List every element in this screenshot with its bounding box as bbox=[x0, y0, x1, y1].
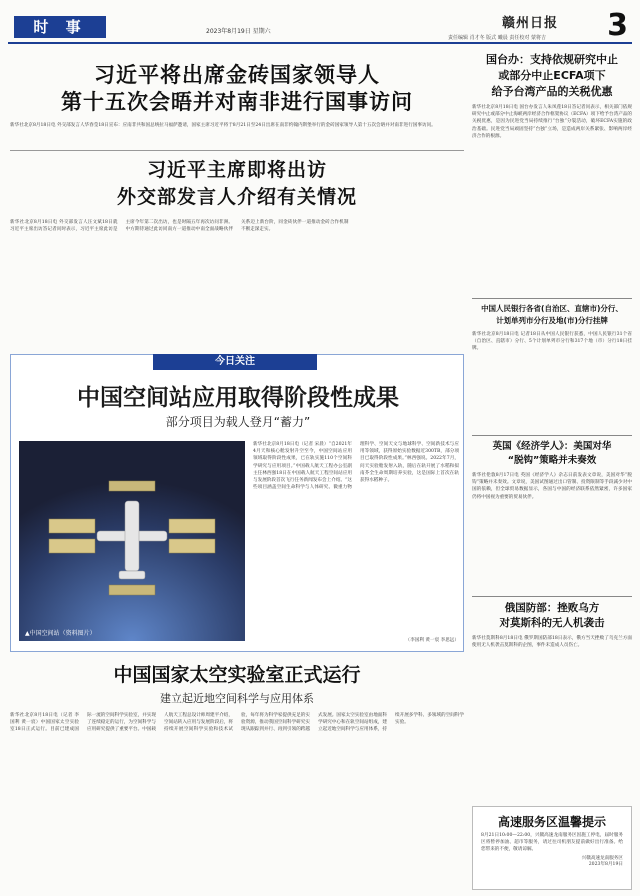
story2-body: 新华社北京8月18日电 记者18日从中国人民银行获悉，中国人民银行31个省（自治区、直辖市）分行、5个计划单列市分行和317个地（市）分行18日挂牌。 bbox=[472, 332, 632, 352]
story1-body: 新华社北京8月18日电 国台办发言人朱凤莲18日答记者问表示，相关部门依规研究中止或部分中止海峡两岸经济合作框架协议（ECFA）项下给予台湾产品的关税优惠，是因为民进党当局持续推行“台独”分裂活动，破坏ECFA实施的政治基础。民进党当局顽固坚持“台独”立场，是造成两岸关系紧张、影响两岸经济合作的根源。 bbox=[472, 105, 632, 139]
lead1-body: 新华社北京8月18日电 外交部发言人华春莹18日宣布：应南非共和国总统拉马福萨邀请，国家主席习近平将于8月21日至24日出席在南非约翰内斯堡举行的金砖国家领导人第十五次会晤并对南非进行国事访问。 bbox=[10, 123, 436, 128]
bottom-title: 中国国家太空实验室正式运行 bbox=[113, 664, 361, 686]
photo-caption: ▲中国空间站（资料图片） bbox=[25, 630, 96, 637]
page-header bbox=[8, 8, 632, 44]
notice-box bbox=[472, 806, 632, 890]
feature-box bbox=[10, 354, 464, 652]
space-station-illustration bbox=[19, 441, 245, 641]
main-column bbox=[10, 52, 464, 301]
right-story-2 bbox=[472, 303, 632, 431]
story4-body: 新华社莫斯科8月18日电 俄罗斯国防部18日表示，俄方当天挫败了乌克兰方面使用无人机袭击莫斯科的企图，事件未造成人员伤亡。 bbox=[472, 636, 632, 649]
lead-story-2 bbox=[10, 157, 464, 301]
editor-credits: 责任编辑 肖才冬 版式 曦晨 责任校对 蒙将吉 bbox=[448, 35, 546, 41]
notice-date: 2023年8月19日 bbox=[588, 862, 623, 867]
story3-body: 新华社伦敦8月17日电 英国《经济学人》杂志日前发表文章说，美国对华“脱钩”策略并未奏效。文章说，美国试图通过出口管制、投资限制等手段减少对中国的依赖，但全球贸易数据显示，各国与中国的经济联系依然紧密，许多国家仍将中国视为重要的贸易伙伴。 bbox=[472, 473, 632, 500]
bottom-subtitle: 建立起近地空间科学与应用体系 bbox=[160, 692, 314, 705]
lead1-title-line2: 第十五次会晤并对南非进行国事访问 bbox=[61, 90, 413, 114]
feature-text bbox=[253, 441, 459, 645]
story4-title-line1: 俄国防部：挫败乌方 bbox=[504, 602, 600, 614]
section-label: 时 事 bbox=[14, 16, 106, 38]
story2-title-line1: 中国人民银行各省(自治区、直辖市)分行、 bbox=[481, 304, 623, 313]
notice-body: 8月21日10:00—22:00，兴赣高速龙南服务区因施工停电，届时服务区将暂停加油、超市等服务，请过往司机朋友提前做好出行准备。给您带来的不便，敬请谅解。 bbox=[481, 833, 623, 852]
feature-body: 新华社北京8月18日电（记者 宋晨）“自2021年4月天和核心舱发射升空至今，中国空间站应用领域取得阶段性成果，已在轨实施110个空间科学研究与应用项目。”中国载人航天工程办公室副主任林西强18日在中国载人航天工程空间站应用与发展阶段首次飞行任务新闻发布会上介绍。“这些项目涵盖空间生命科学与人体研究、微重力物理科学、空间天文与地球科学、空间新技术与应用等领域，获得原始实验数据近300TB，部分项目已取得阶段性成果。”林西强说。2022年7月，问天实验舱发射入轨，随后在轨开展了水稻和拟南芥全生命周期培养实验，这是国际上首次在轨获得水稻种子。 bbox=[253, 442, 459, 491]
feature-byline: （李国利 黄一宸 李思远） bbox=[405, 638, 459, 643]
right-column bbox=[472, 52, 632, 685]
divider bbox=[10, 150, 464, 151]
story1-title-line2: 或部分中止ECFA项下 bbox=[498, 69, 606, 82]
right-story-4 bbox=[472, 601, 632, 685]
right-story-1 bbox=[472, 52, 632, 294]
story4-title-line2: 对莫斯科的无人机袭击 bbox=[499, 617, 605, 629]
notice-org: 兴赣高速龙南服务区 bbox=[581, 856, 623, 861]
story3-title-line1: 英国《经济学人》：美国对华 bbox=[492, 441, 612, 452]
space-station-photo bbox=[19, 441, 245, 641]
newspaper-logo: 赣州日报 bbox=[502, 16, 559, 31]
page-number: 3 bbox=[607, 8, 628, 43]
lead2-body: 新华社北京8月18日电 外交部发言人汪文斌18日就习近平主席出访答记者问时表示，习近平主席此访是主席今年第二次出访，也是时隔五年再次访问非洲。中方期待通过此访同南方一道推动中南全面战略伙伴关系迈上新台阶，同金砖伙伴一道推动金砖合作机制不断走深走实。 bbox=[10, 220, 349, 233]
lead2-title-line1: 习近平主席即将出访 bbox=[146, 159, 327, 181]
lead-story-1 bbox=[10, 62, 464, 144]
story2-title-line2: 计划单列市分行及地(市)分行挂牌 bbox=[496, 316, 608, 325]
lead2-title-line2: 外交部发言人介绍有关情况 bbox=[116, 186, 357, 208]
right-story-3 bbox=[472, 440, 632, 592]
divider bbox=[472, 298, 632, 299]
notice-title: 高速服务区温馨提示 bbox=[497, 815, 606, 829]
divider bbox=[472, 596, 632, 597]
story3-title-line2: “脱钩”策略并未奏效 bbox=[507, 455, 597, 466]
story1-title-line1: 国台办：支持依规研究中止 bbox=[486, 53, 618, 66]
story1-title-line3: 给予台湾产品的关税优惠 bbox=[491, 85, 613, 98]
issue-date: 2023年8月19日 星期六 bbox=[206, 28, 271, 35]
bottom-text bbox=[10, 712, 464, 888]
feature-tag: 今日关注 bbox=[153, 354, 317, 370]
bottom-body: 新华社北京8月18日电（记者 李国利 黄一宸）中国国家太空实验室18日正式运行。目前已建成国际一流的空间科学实验室，并实现了连续稳定的运行，为空间科学与应用研究提供了重要平台。中国载人航天工程总设计师周建平介绍，空间站转入应用与发展阶段后，将持续开展空间科学实验和技术试验，每年将为科学家提供充足的实验资源，推动我国空间科学研究实现从跟踪到并行、再到引领的跨越式发展。国家太空实验室由地面科学研究中心和在轨空间站组成，建立起近地空间科学与应用体系，持续开展多学科、多领域的空间科学实验。 bbox=[10, 713, 464, 733]
lead1-title-line1: 习近平将出席金砖国家领导人 bbox=[94, 63, 380, 87]
divider bbox=[472, 435, 632, 436]
feature-title: 中国空间站应用取得阶段性成果 bbox=[77, 384, 399, 411]
feature-subtitle: 部分项目为载人登月“蓄力” bbox=[165, 415, 311, 429]
